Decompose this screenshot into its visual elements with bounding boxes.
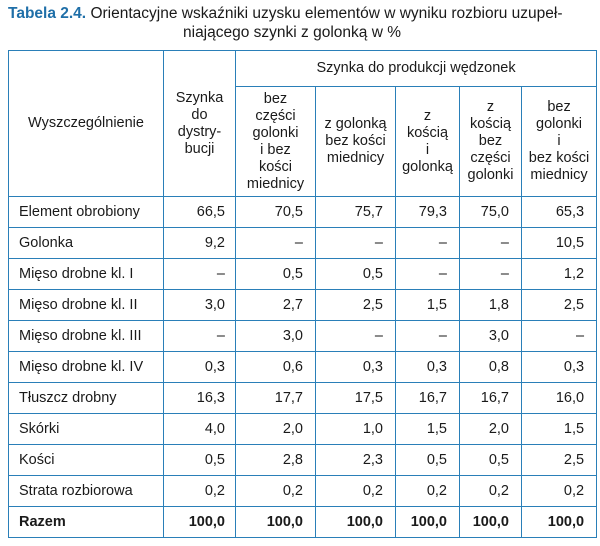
cell-value: 1,0 — [316, 414, 396, 445]
cell-value: 3,0 — [164, 290, 236, 321]
cell-value: 0,5 — [316, 259, 396, 290]
cell-value: 2,7 — [236, 290, 316, 321]
cell-value: 75,0 — [460, 197, 522, 228]
cell-value: – — [460, 228, 522, 259]
row-label: Mięso drobne kl. II — [9, 290, 164, 321]
cell-value: – — [396, 321, 460, 352]
total-value: 100,0 — [316, 507, 396, 538]
cell-value: 0,5 — [396, 445, 460, 476]
caption-text-line2: niającego szynki z golonką w % — [183, 24, 401, 41]
table-row — [9, 290, 597, 321]
cell-value: – — [522, 321, 597, 352]
header-subcol: z kością bez części golonki — [460, 87, 522, 197]
caption-text-line1: Orientacyjne wskaźniki uzysku elementów w wyniku rozbioru uzupeł- — [90, 5, 563, 22]
cell-value: – — [236, 228, 316, 259]
cell-value: 2,5 — [522, 445, 597, 476]
cell-value: 66,5 — [164, 197, 236, 228]
cell-value: 0,5 — [460, 445, 522, 476]
total-value: 100,0 — [236, 507, 316, 538]
table-row — [9, 383, 597, 414]
table-row — [9, 321, 597, 352]
row-label: Strata rozbiorowa — [9, 476, 164, 507]
table-row — [9, 352, 597, 383]
cell-value: 2,5 — [522, 290, 597, 321]
cell-value: 16,0 — [522, 383, 597, 414]
row-label: Skórki — [9, 414, 164, 445]
cell-value: 1,5 — [396, 414, 460, 445]
row-label: Mięso drobne kl. IV — [9, 352, 164, 383]
header-subcol: z kością i golonką — [396, 87, 460, 197]
cell-value: 2,0 — [236, 414, 316, 445]
cell-value: 16,7 — [396, 383, 460, 414]
row-label: Kości — [9, 445, 164, 476]
yield-table — [8, 50, 597, 538]
total-value: 100,0 — [396, 507, 460, 538]
total-label: Razem — [9, 507, 164, 538]
cell-value: 0,3 — [522, 352, 597, 383]
cell-value: 2,0 — [460, 414, 522, 445]
cell-value: – — [460, 259, 522, 290]
header-subcol: z golonką bez kości miednicy — [316, 87, 396, 197]
cell-value: 0,3 — [396, 352, 460, 383]
header-subcol: bez części golonki i bez kości miednicy — [236, 87, 316, 197]
total-value: 100,0 — [164, 507, 236, 538]
cell-value: 1,2 — [522, 259, 597, 290]
table-row — [9, 259, 597, 290]
cell-value: 0,2 — [522, 476, 597, 507]
cell-value: 0,5 — [164, 445, 236, 476]
cell-value: 4,0 — [164, 414, 236, 445]
cell-value: – — [396, 259, 460, 290]
cell-value: 17,5 — [316, 383, 396, 414]
row-label: Golonka — [9, 228, 164, 259]
cell-value: 17,7 — [236, 383, 316, 414]
cell-value: 70,5 — [236, 197, 316, 228]
cell-value: 0,2 — [460, 476, 522, 507]
table-row — [9, 476, 597, 507]
cell-value: 0,2 — [236, 476, 316, 507]
cell-value: 9,2 — [164, 228, 236, 259]
header-row-label: Wyszczególnienie — [9, 51, 164, 197]
cell-value: – — [164, 321, 236, 352]
cell-value: 16,3 — [164, 383, 236, 414]
cell-value: 2,3 — [316, 445, 396, 476]
table-number: Tabela 2.4. — [8, 5, 87, 22]
cell-value: – — [396, 228, 460, 259]
cell-value: 10,5 — [522, 228, 597, 259]
cell-value: 3,0 — [236, 321, 316, 352]
table-row — [9, 445, 597, 476]
table-row — [9, 228, 597, 259]
table-row — [9, 414, 597, 445]
cell-value: 2,5 — [316, 290, 396, 321]
cell-value: – — [316, 228, 396, 259]
cell-value: – — [164, 259, 236, 290]
cell-value: 16,7 — [460, 383, 522, 414]
cell-value: 75,7 — [316, 197, 396, 228]
cell-value: 0,8 — [460, 352, 522, 383]
cell-value: 1,5 — [396, 290, 460, 321]
cell-value: 0,3 — [164, 352, 236, 383]
cell-value: 0,3 — [316, 352, 396, 383]
cell-value: 2,8 — [236, 445, 316, 476]
cell-value: 3,0 — [460, 321, 522, 352]
header-group-smoked: Szynka do produkcji wędzonek — [236, 51, 597, 87]
cell-value: – — [316, 321, 396, 352]
cell-value: 1,5 — [522, 414, 597, 445]
row-label: Tłuszcz drobny — [9, 383, 164, 414]
cell-value: 65,3 — [522, 197, 597, 228]
table-row — [9, 197, 597, 228]
row-label: Mięso drobne kl. I — [9, 259, 164, 290]
cell-value: 0,2 — [316, 476, 396, 507]
cell-value: 0,2 — [164, 476, 236, 507]
total-value: 100,0 — [460, 507, 522, 538]
cell-value: 0,5 — [236, 259, 316, 290]
table-row-total — [9, 507, 597, 538]
total-value: 100,0 — [522, 507, 597, 538]
cell-value: 1,8 — [460, 290, 522, 321]
table-caption — [8, 4, 594, 42]
cell-value: 0,2 — [396, 476, 460, 507]
header-col-distribution: Szynka do dystry- bucji — [164, 51, 236, 197]
header-subcol: bez golonki i bez kości miednicy — [522, 87, 597, 197]
cell-value: 79,3 — [396, 197, 460, 228]
row-label: Mięso drobne kl. III — [9, 321, 164, 352]
row-label: Element obrobiony — [9, 197, 164, 228]
cell-value: 0,6 — [236, 352, 316, 383]
